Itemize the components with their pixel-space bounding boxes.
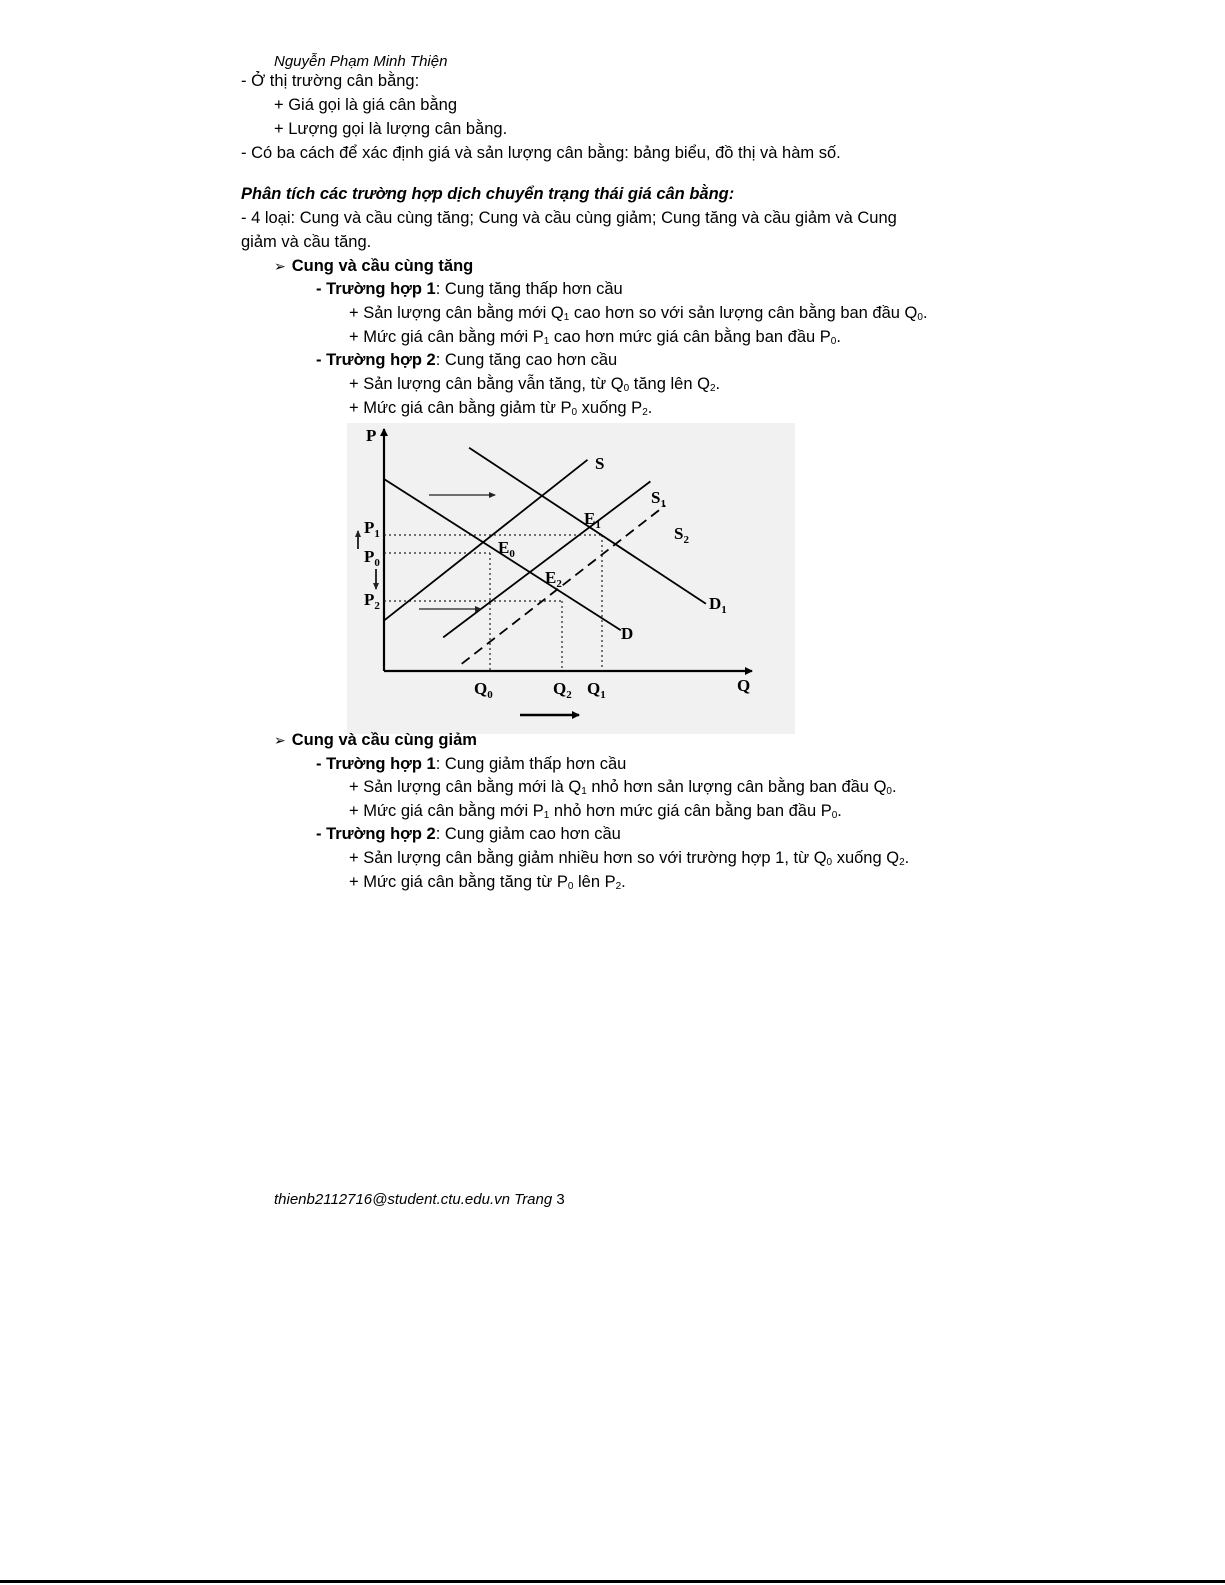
text-part: + Sản lượng cân bằng mới Q (349, 304, 564, 322)
guide-lines (384, 535, 602, 671)
subscript: 0 (623, 383, 630, 394)
q0-label: $Q_0$ (474, 679, 493, 701)
subscript: 2 (642, 407, 648, 418)
subscript: 0 (886, 786, 892, 797)
price-item: + Giá gọi là giá cân bằng (274, 96, 458, 114)
text-part: . (837, 802, 842, 820)
text-part: . (715, 375, 721, 393)
case2-decrease (316, 824, 621, 844)
text-part: + Mức giá cân bằng tăng từ P (349, 873, 568, 891)
text-part: . (922, 304, 928, 322)
types-line-2: giảm và cầu tăng. (241, 233, 372, 251)
footer-page-number: 3 (556, 1191, 565, 1208)
case-text: : Cung giảm thấp hơn cầu (435, 755, 627, 773)
e1-label: $E_1$ (584, 509, 601, 531)
s2-label: $S_2$ (674, 524, 689, 546)
text-part: lên P (573, 873, 616, 891)
subscript: 1 (563, 312, 570, 323)
text-part: + Mức giá cân bằng giảm từ P (349, 399, 572, 417)
p-axis-label: P (366, 426, 377, 445)
subscript: 2 (709, 383, 716, 394)
text-part: + Sản lượng cân bằng vẫn tăng, từ Q (349, 375, 624, 393)
text-part: nhỏ hơn mức giá cân bằng ban đầu P (549, 802, 832, 820)
case-label: - Trường hợp 2 (316, 351, 436, 369)
text-part: . (621, 873, 626, 891)
subscript: 1 (543, 810, 550, 821)
p0-label: $P_0$ (364, 547, 380, 569)
case-text: : Cung tăng cao hơn cầu (435, 351, 618, 369)
curve-s (384, 460, 588, 621)
subscript: 0 (826, 857, 833, 868)
case-text: : Cung giảm cao hơn cầu (435, 825, 621, 843)
heading-both-decrease (274, 730, 477, 750)
subscript: 2 (899, 857, 905, 868)
supply-demand-chart (347, 423, 795, 734)
text-part: . (891, 778, 897, 796)
subscript: 0 (831, 810, 838, 821)
text-part: xuống P (577, 399, 643, 417)
curves (384, 448, 706, 664)
section-title: Phân tích các trường hợp dịch chuyển trạng thái giá cân bằng: (241, 185, 735, 203)
text-part: + Mức giá cân bằng mới P (349, 802, 544, 820)
heading-both-increase (274, 256, 473, 276)
d1-label: $D_1$ (709, 594, 727, 616)
text-part: tăng lên Q (629, 375, 710, 393)
p1-label: $P_1$ (364, 518, 380, 540)
author-name: Nguyễn Phạm Minh Thiện (274, 53, 448, 70)
footer-page-label: Trang (514, 1191, 553, 1208)
subscript: 0 (830, 336, 837, 347)
case1-increase (316, 279, 623, 299)
types-line-1: - 4 loại: Cung và cầu cùng tăng; Cung và cầu cùng giảm; Cung tăng và cầu giảm và Cung (241, 209, 897, 227)
text-part: + Sản lượng cân bằng mới là Q (349, 778, 582, 796)
text-part: . (904, 849, 910, 867)
text-part: xuống Q (832, 849, 900, 867)
case1-increase-quantity (349, 303, 928, 326)
text-part: nhỏ hơn sản lượng cân bằng ban đầu Q (586, 778, 887, 796)
supply-demand-figure (347, 423, 795, 734)
q-axis-label: Q (737, 676, 751, 695)
subscript: 2 (615, 881, 622, 892)
bottom-rule (0, 1580, 1225, 1583)
case1-increase-price (349, 327, 841, 350)
bullet-arrow-icon: ➢ (274, 258, 286, 274)
subscript: 0 (917, 312, 923, 323)
case-text: : Cung tăng thấp hơn cầu (435, 280, 623, 298)
text-part: . (836, 328, 841, 346)
text-part: cao hơn so với sản lượng cân bằng ban đầu Q (569, 304, 918, 322)
p2-label: $P_2$ (364, 590, 380, 612)
footer-email: thienb2112716@student.ctu.edu.vn (274, 1191, 510, 1208)
methods-line: - Có ba cách để xác định giá và sản lượng cân bằng: bảng biểu, đồ thị và hàm số. (241, 144, 841, 162)
q2-label: $Q_2$ (553, 679, 572, 701)
s-label: S (595, 454, 605, 473)
case-label: - Trường hợp 1 (316, 755, 436, 773)
s1-label: $S_1$ (651, 488, 666, 510)
e0-label: $E_0$ (498, 538, 515, 560)
heading-text: Cung và cầu cùng giảm (291, 731, 477, 749)
curve-s2 (462, 505, 666, 663)
case2-increase-price (349, 398, 652, 421)
case1-decrease-price (349, 801, 842, 824)
case2-increase (316, 350, 617, 370)
text-part: + Mức giá cân bằng mới P (349, 328, 544, 346)
quantity-item: + Lượng gọi là lượng cân bằng. (274, 120, 508, 138)
e2-label: $E_2$ (545, 568, 562, 590)
case2-decrease-price (349, 872, 626, 895)
case2-increase-quantity (349, 374, 720, 397)
bullet-arrow-icon: ➢ (274, 732, 286, 748)
d-label: D (621, 624, 634, 643)
case2-decrease-quantity (349, 848, 909, 871)
subscript: 0 (571, 407, 578, 418)
subscript: 0 (567, 881, 574, 892)
subscript: 1 (581, 786, 587, 797)
q1-label: $Q_1$ (587, 679, 606, 701)
case-label: - Trường hợp 2 (316, 825, 436, 843)
text-part: . (647, 399, 653, 417)
heading-text: Cung và cầu cùng tăng (291, 257, 474, 275)
case1-decrease-quantity (349, 777, 897, 800)
curve-s1 (443, 481, 650, 637)
market-equilibrium-line: - Ở thị trường cân bằng: (241, 72, 420, 90)
text-part: cao hơn mức giá cân bằng ban đầu P (549, 328, 831, 346)
case1-decrease (316, 754, 626, 774)
page-footer (274, 1190, 565, 1210)
text-part: + Sản lượng cân bằng giảm nhiều hơn so với trường hợp 1, từ Q (349, 849, 827, 867)
subscript: 1 (543, 336, 550, 347)
case-label: - Trường hợp 1 (316, 280, 436, 298)
